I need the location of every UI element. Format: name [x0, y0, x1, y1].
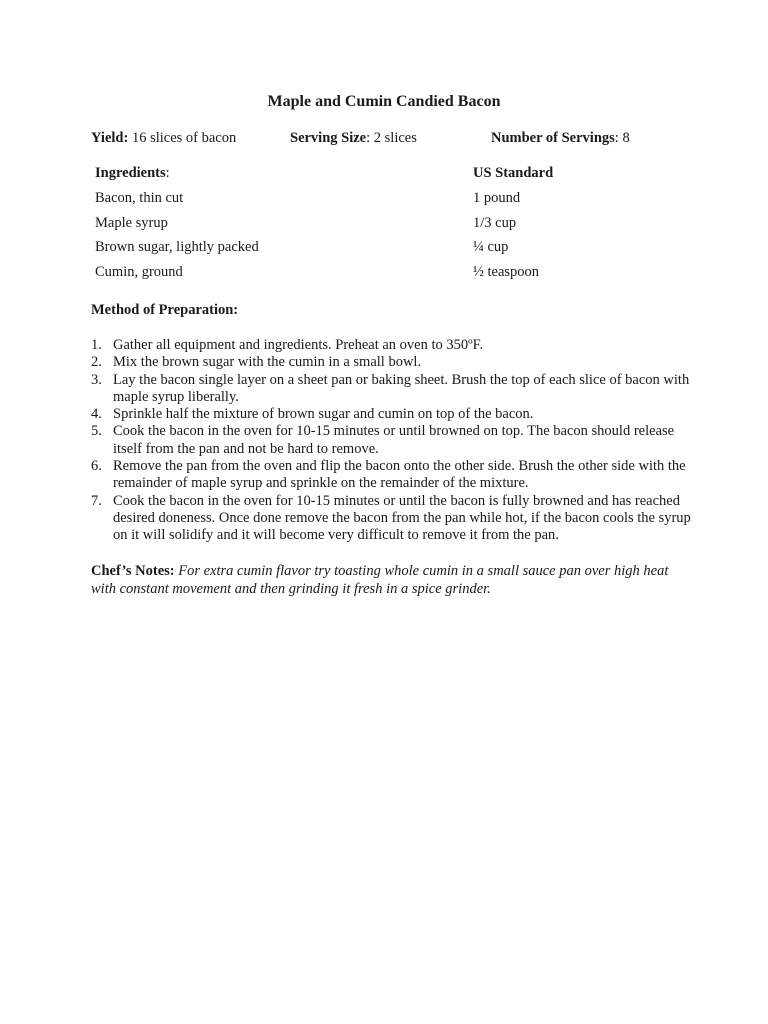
ingredient-row [95, 264, 655, 289]
recipe-meta [91, 130, 691, 150]
ingredients-header-colon: : [165, 165, 170, 181]
step-text: Cook the bacon in the oven for 10-15 minutes or until the bacon is fully browned and has reached desired doneness. Once done remove the bacon from the pan while hot, if the bacon cools the syrup on it will solidify and it will become very difficult to remove it from the pan. [113, 492, 691, 544]
us-standard-header: US Standard [473, 165, 554, 181]
ingredient-amount: ¼ cup [473, 239, 509, 256]
number-of-servings-value: : 8 [614, 130, 630, 146]
ingredient-name: Bacon, thin cut [95, 190, 184, 206]
ingredient-amount: 1/3 cup [473, 214, 517, 231]
ingredient-name: Maple syrup [95, 214, 168, 231]
serving-size-label: Serving Size [290, 130, 367, 146]
step-number: 4. [91, 406, 102, 423]
step-text: Gather all equipment and ingredients. Preheat an oven to 350ºF. [113, 337, 484, 353]
method-heading: Method of Preparation: [91, 302, 239, 318]
ingredients-header [95, 165, 473, 190]
method-steps [91, 337, 691, 545]
ingredient-name: Brown sugar, lightly packed [95, 239, 259, 256]
method-step [91, 372, 691, 407]
step-number: 1. [91, 337, 102, 353]
ingredient-row [95, 190, 655, 215]
number-of-servings-label: Number of Servings [491, 130, 615, 146]
method-step [91, 458, 691, 493]
chefs-notes-label: Chef’s Notes: [91, 563, 175, 579]
ingredient-name: Cumin, ground [95, 264, 183, 281]
serving-size-value: : 2 slices [366, 130, 417, 146]
step-number: 2. [91, 354, 102, 371]
method-step [91, 406, 691, 423]
ingredients-header-row [95, 165, 655, 190]
method-step [91, 354, 691, 371]
step-number: 6. [91, 458, 102, 475]
serving-size [290, 130, 417, 147]
step-text: Cook the bacon in the oven for 10-15 minutes or until browned on top. The bacon should release itself from the pan and not be hard to remove. [113, 423, 675, 457]
recipe-title: Maple and Cumin Candied Bacon [267, 93, 501, 110]
ingredient-amount: 1 pound [473, 190, 521, 206]
method-step [91, 337, 691, 354]
ingredients-header-label: Ingredients [95, 165, 166, 181]
step-text: Remove the pan from the oven and flip the bacon onto the other side. Brush the other side with the remainder of maple syrup and sprinkle on the remainder of the mixture. [113, 458, 686, 492]
step-number: 7. [91, 492, 102, 509]
yield-label: Yield: [91, 130, 129, 146]
step-text: Mix the brown sugar with the cumin in a small bowl. [113, 354, 422, 371]
method-step [91, 493, 691, 545]
ingredients-table [95, 165, 655, 289]
chefs-notes-text: For extra cumin flavor try toasting whole cumin in a small sauce pan over high heat with constant movement and then grinding it fresh in a spice grinder. [91, 563, 669, 597]
step-number: 5. [91, 423, 102, 440]
ingredient-row [95, 239, 655, 264]
yield-value: 16 slices of bacon [128, 130, 237, 146]
step-number: 3. [91, 371, 102, 388]
chefs-notes [91, 562, 681, 598]
ingredient-row [95, 215, 655, 240]
method-step [91, 423, 691, 458]
step-text: Lay the bacon single layer on a sheet pan or baking sheet. Brush the top of each slice of bacon with maple syrup liberally. [113, 371, 690, 405]
step-text: Sprinkle half the mixture of brown sugar and cumin on top of the bacon. [113, 406, 534, 423]
number-of-servings [491, 130, 630, 147]
ingredient-amount: ½ teaspoon [473, 264, 540, 281]
yield [91, 130, 236, 147]
